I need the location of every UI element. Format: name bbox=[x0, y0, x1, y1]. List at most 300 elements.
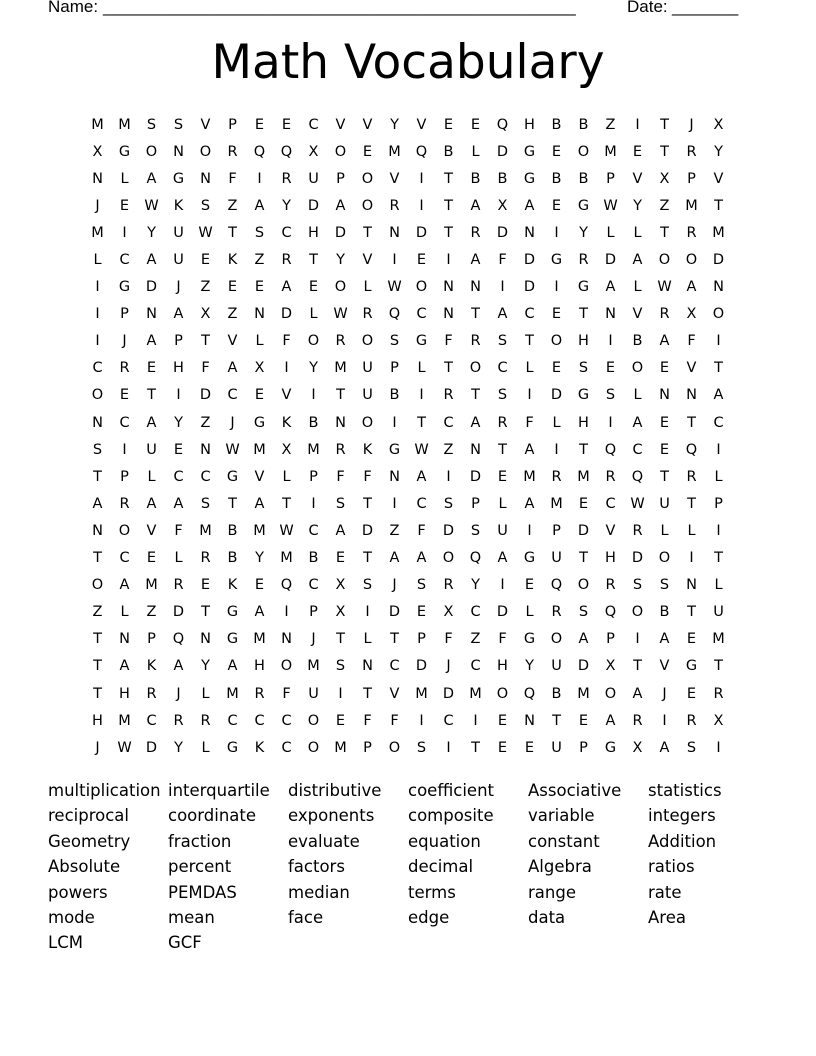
grid-letter: T bbox=[228, 224, 237, 241]
grid-letter: F bbox=[444, 631, 453, 648]
grid-letter: E bbox=[281, 116, 292, 133]
grid-letter: P bbox=[336, 170, 345, 187]
grid-letter: D bbox=[712, 252, 725, 269]
grid-letter: F bbox=[228, 170, 237, 187]
grid-letter: X bbox=[281, 441, 292, 458]
grid-letter: A bbox=[119, 658, 130, 675]
grid-letter: J bbox=[311, 631, 316, 648]
grid-letter: H bbox=[497, 658, 508, 675]
grid-letter: W bbox=[144, 197, 159, 214]
grid-letter: I bbox=[716, 522, 721, 539]
grid-letter: M bbox=[577, 685, 590, 702]
grid-letter: A bbox=[146, 170, 157, 187]
grid-letter: B bbox=[227, 550, 238, 567]
grid-letter: L bbox=[201, 685, 210, 702]
grid-letter: R bbox=[443, 387, 454, 404]
grid-letter: W bbox=[657, 279, 672, 296]
grid-letter: X bbox=[254, 360, 265, 377]
word-bank-item: exponents bbox=[288, 806, 375, 826]
grid-letter: B bbox=[308, 550, 319, 567]
grid-letter: Y bbox=[633, 197, 642, 214]
grid-letter: C bbox=[443, 414, 454, 431]
grid-letter: P bbox=[228, 116, 237, 133]
grid-letter: J bbox=[95, 739, 100, 756]
grid-letter: L bbox=[606, 224, 615, 241]
grid-letter: T bbox=[687, 495, 696, 512]
grid-letter: A bbox=[335, 197, 346, 214]
grid-letter: L bbox=[93, 252, 102, 269]
grid-letter: K bbox=[173, 197, 184, 214]
grid-letter: U bbox=[173, 252, 184, 269]
grid-letter: D bbox=[145, 739, 158, 756]
grid-letter: R bbox=[173, 577, 184, 594]
grid-letter: Y bbox=[174, 739, 183, 756]
grid-letter: X bbox=[497, 197, 508, 214]
grid-letter: J bbox=[446, 658, 451, 675]
grid-letter: F bbox=[282, 685, 291, 702]
word-bank-item: decimal bbox=[408, 857, 474, 877]
grid-letter: E bbox=[524, 739, 535, 756]
grid-letter: V bbox=[416, 116, 427, 133]
grid-letter: D bbox=[415, 224, 428, 241]
grid-letter: O bbox=[280, 658, 293, 675]
word-bank-item: Absolute bbox=[48, 857, 121, 877]
grid-letter: W bbox=[387, 279, 402, 296]
grid-letter: R bbox=[659, 306, 670, 323]
grid-letter: B bbox=[497, 170, 508, 187]
grid-letter: V bbox=[389, 170, 400, 187]
grid-letter: I bbox=[176, 387, 181, 404]
grid-letter: A bbox=[632, 414, 643, 431]
grid-letter: G bbox=[226, 739, 239, 756]
word-bank-item: mean bbox=[168, 907, 215, 927]
grid-letter: J bbox=[176, 279, 181, 296]
grid-letter: T bbox=[660, 143, 669, 160]
grid-letter: Z bbox=[443, 441, 454, 458]
grid-letter: B bbox=[443, 143, 454, 160]
grid-letter: O bbox=[577, 577, 590, 594]
grid-letter: R bbox=[281, 252, 292, 269]
grid-letter: G bbox=[226, 468, 239, 485]
grid-letter: G bbox=[577, 387, 590, 404]
grid-letter: A bbox=[227, 658, 238, 675]
grid-letter: M bbox=[91, 224, 104, 241]
grid-letter: I bbox=[689, 550, 694, 567]
grid-letter: M bbox=[280, 550, 293, 567]
grid-letter: Y bbox=[255, 550, 264, 567]
grid-letter: N bbox=[659, 387, 670, 404]
grid-letter: C bbox=[497, 360, 508, 377]
grid-letter: K bbox=[227, 577, 238, 594]
grid-letter: L bbox=[309, 306, 318, 323]
grid-letter: M bbox=[91, 116, 104, 133]
word-bank-item: factors bbox=[288, 857, 345, 877]
grid-letter: I bbox=[662, 712, 667, 729]
grid-letter: Z bbox=[146, 604, 157, 621]
grid-letter: I bbox=[554, 224, 559, 241]
grid-letter: R bbox=[362, 306, 373, 323]
grid-letter: E bbox=[254, 116, 265, 133]
grid-letter: W bbox=[198, 224, 213, 241]
grid-letter: V bbox=[659, 658, 670, 675]
grid-letter: Z bbox=[659, 197, 670, 214]
page-title: Math Vocabulary bbox=[211, 35, 605, 90]
grid-letter: N bbox=[173, 143, 184, 160]
word-bank-item: mode bbox=[48, 907, 95, 927]
grid-letter: R bbox=[605, 468, 616, 485]
grid-letter: L bbox=[633, 279, 642, 296]
grid-letter: A bbox=[659, 333, 670, 350]
word-bank-item: PEMDAS bbox=[168, 882, 237, 902]
grid-letter: E bbox=[254, 577, 265, 594]
grid-letter: E bbox=[632, 143, 643, 160]
grid-letter: F bbox=[390, 712, 399, 729]
grid-letter: D bbox=[388, 604, 401, 621]
grid-row bbox=[84, 111, 732, 138]
grid-letter: M bbox=[469, 685, 482, 702]
grid-letter: P bbox=[552, 522, 561, 539]
grid-letter: U bbox=[551, 550, 562, 567]
grid-letter: N bbox=[524, 712, 535, 729]
grid-letter: N bbox=[389, 224, 400, 241]
grid-letter: Q bbox=[496, 116, 509, 133]
grid-letter: Q bbox=[172, 631, 185, 648]
grid-letter: C bbox=[146, 712, 157, 729]
grid-letter: R bbox=[335, 333, 346, 350]
grid-letter: I bbox=[716, 739, 721, 756]
grid-letter: O bbox=[361, 170, 374, 187]
grid-letter: D bbox=[523, 252, 536, 269]
grid-letter: R bbox=[713, 685, 724, 702]
word-bank-item: GCF bbox=[168, 933, 202, 953]
grid-letter: Y bbox=[579, 224, 588, 241]
grid-letter: J bbox=[95, 197, 100, 214]
word-bank-item: Geometry bbox=[48, 831, 131, 851]
grid-letter: S bbox=[659, 577, 670, 594]
grid-letter: X bbox=[200, 306, 211, 323]
grid-letter: P bbox=[687, 170, 696, 187]
word-bank-item: powers bbox=[48, 882, 108, 902]
grid-letter: A bbox=[416, 468, 427, 485]
grid-letter: L bbox=[174, 550, 183, 567]
grid-letter: O bbox=[550, 631, 563, 648]
date-label: Date: bbox=[627, 0, 668, 16]
grid-letter: G bbox=[118, 143, 131, 160]
grid-letter: Y bbox=[714, 143, 723, 160]
grid-letter: A bbox=[713, 387, 724, 404]
grid-letter: N bbox=[470, 441, 481, 458]
grid-letter: B bbox=[578, 170, 589, 187]
grid-letter: I bbox=[635, 631, 640, 648]
grid-letter: R bbox=[443, 577, 454, 594]
grid-letter: I bbox=[311, 387, 316, 404]
word-bank-item: data bbox=[528, 907, 566, 927]
grid-letter: S bbox=[416, 739, 427, 756]
grid-letter: U bbox=[308, 170, 319, 187]
grid-letter: T bbox=[579, 441, 588, 458]
grid-letter: H bbox=[173, 360, 184, 377]
grid-letter: N bbox=[281, 631, 292, 648]
grid-letter: I bbox=[95, 279, 100, 296]
grid-letter: G bbox=[388, 441, 401, 458]
word-bank-item: Algebra bbox=[528, 857, 592, 877]
grid-letter: T bbox=[579, 306, 588, 323]
grid-letter: C bbox=[605, 495, 616, 512]
grid-letter: E bbox=[659, 360, 670, 377]
grid-letter: D bbox=[415, 658, 428, 675]
grid-letter: X bbox=[659, 170, 670, 187]
grid-letter: A bbox=[524, 495, 535, 512]
grid-letter: U bbox=[659, 495, 670, 512]
grid-letter: P bbox=[606, 631, 615, 648]
grid-letter: I bbox=[500, 577, 505, 594]
word-bank-item: fraction bbox=[168, 831, 232, 851]
grid-letter: G bbox=[523, 631, 536, 648]
grid-letter: L bbox=[687, 522, 696, 539]
grid-letter: L bbox=[120, 170, 129, 187]
grid-letter: O bbox=[91, 577, 104, 594]
grid-letter: L bbox=[147, 468, 156, 485]
grid-letter: E bbox=[146, 550, 157, 567]
grid-letter: M bbox=[307, 441, 320, 458]
grid-letter: E bbox=[416, 252, 427, 269]
grid-letter: O bbox=[604, 685, 617, 702]
grid-letter: S bbox=[92, 441, 103, 458]
grid-letter: W bbox=[630, 495, 645, 512]
grid-letter: H bbox=[524, 116, 535, 133]
grid-letter: O bbox=[307, 712, 320, 729]
grid-letter: L bbox=[633, 224, 642, 241]
grid-letter: Z bbox=[254, 252, 265, 269]
grid-letter: M bbox=[253, 441, 266, 458]
grid-letter: H bbox=[578, 333, 589, 350]
grid-letter: I bbox=[446, 252, 451, 269]
grid-letter: O bbox=[361, 414, 374, 431]
grid-row bbox=[84, 328, 732, 355]
name-line: __________________________________________________ bbox=[103, 0, 576, 16]
grid-letter: J bbox=[176, 685, 181, 702]
grid-letter: F bbox=[201, 360, 210, 377]
grid-letter: I bbox=[554, 279, 559, 296]
grid-row bbox=[84, 599, 732, 626]
grid-letter: F bbox=[687, 333, 696, 350]
grid-letter: W bbox=[117, 739, 132, 756]
grid-letter: P bbox=[363, 739, 372, 756]
name-label: Name: bbox=[48, 0, 99, 16]
grid-row bbox=[84, 734, 732, 761]
grid-letter: Q bbox=[604, 441, 617, 458]
grid-letter: W bbox=[279, 522, 294, 539]
grid-letter: A bbox=[578, 631, 589, 648]
grid-letter: A bbox=[254, 197, 265, 214]
grid-letter: A bbox=[632, 685, 643, 702]
grid-letter: A bbox=[524, 441, 535, 458]
grid-letter: E bbox=[551, 143, 562, 160]
grid-letter: I bbox=[554, 441, 559, 458]
grid-letter: T bbox=[471, 306, 480, 323]
grid-letter: A bbox=[470, 252, 481, 269]
grid-letter: U bbox=[713, 604, 724, 621]
grid-letter: V bbox=[227, 333, 238, 350]
grid-letter: T bbox=[714, 360, 723, 377]
grid-letter: I bbox=[473, 712, 478, 729]
grid-letter: E bbox=[551, 197, 562, 214]
word-bank-item: equation bbox=[408, 831, 481, 851]
word-bank-item: variable bbox=[528, 806, 595, 826]
grid-letter: T bbox=[363, 685, 372, 702]
grid-letter: A bbox=[146, 333, 157, 350]
grid-letter: Q bbox=[415, 143, 428, 160]
word-bank-item: terms bbox=[408, 882, 456, 902]
grid-letter: F bbox=[417, 522, 426, 539]
grid-letter: J bbox=[122, 333, 127, 350]
grid-letter: I bbox=[527, 387, 532, 404]
grid-letter: S bbox=[578, 360, 589, 377]
grid-letter: G bbox=[226, 631, 239, 648]
grid-letter: F bbox=[525, 414, 534, 431]
grid-letter: D bbox=[523, 279, 536, 296]
grid-letter: M bbox=[577, 468, 590, 485]
grid-letter: L bbox=[282, 468, 291, 485]
word-bank-item: edge bbox=[408, 907, 450, 927]
grid-letter: R bbox=[470, 333, 481, 350]
grid-letter: E bbox=[497, 739, 508, 756]
grid-letter: E bbox=[227, 279, 238, 296]
grid-letter: L bbox=[120, 604, 129, 621]
grid-letter: T bbox=[93, 468, 102, 485]
grid-letter: W bbox=[225, 441, 240, 458]
grid-letter: E bbox=[362, 143, 373, 160]
grid-letter: I bbox=[500, 279, 505, 296]
word-bank-item: distributive bbox=[288, 781, 382, 800]
grid-letter: I bbox=[608, 333, 613, 350]
grid-letter: R bbox=[686, 224, 697, 241]
grid-letter: D bbox=[577, 658, 590, 675]
grid-letter: N bbox=[713, 279, 724, 296]
grid-letter: Y bbox=[336, 252, 345, 269]
grid-letter: M bbox=[415, 685, 428, 702]
grid-letter: T bbox=[660, 468, 669, 485]
grid-letter: E bbox=[173, 441, 184, 458]
grid-letter: D bbox=[361, 522, 374, 539]
grid-letter: A bbox=[146, 414, 157, 431]
grid-letter: Y bbox=[525, 658, 534, 675]
grid-letter: T bbox=[93, 685, 102, 702]
grid-letter: A bbox=[254, 495, 265, 512]
grid-letter: S bbox=[254, 224, 265, 241]
grid-letter: P bbox=[390, 360, 399, 377]
grid-letter: I bbox=[392, 495, 397, 512]
grid-letter: B bbox=[632, 333, 643, 350]
grid-letter: R bbox=[605, 577, 616, 594]
grid-letter: S bbox=[335, 495, 346, 512]
word-bank bbox=[48, 778, 768, 956]
word-bank-item: composite bbox=[408, 806, 494, 826]
grid-letter: C bbox=[524, 306, 535, 323]
grid-row bbox=[84, 653, 732, 680]
grid-row bbox=[84, 572, 732, 599]
grid-row bbox=[84, 301, 732, 328]
grid-letter: J bbox=[230, 414, 235, 431]
header bbox=[48, 0, 748, 19]
grid-letter: A bbox=[173, 306, 184, 323]
grid-letter: L bbox=[633, 387, 642, 404]
grid-letter: O bbox=[307, 739, 320, 756]
grid-letter: O bbox=[631, 604, 644, 621]
grid-letter: E bbox=[659, 441, 670, 458]
grid-letter: L bbox=[417, 360, 426, 377]
grid-letter: G bbox=[226, 604, 239, 621]
grid-letter: R bbox=[632, 522, 643, 539]
grid-letter: T bbox=[417, 414, 426, 431]
grid-letter: S bbox=[173, 116, 184, 133]
grid-letter: E bbox=[497, 712, 508, 729]
grid-letter: G bbox=[604, 739, 617, 756]
grid-letter: T bbox=[525, 333, 534, 350]
grid-letter: P bbox=[174, 333, 183, 350]
grid-letter: R bbox=[497, 414, 508, 431]
grid-letter: O bbox=[550, 333, 563, 350]
grid-letter: L bbox=[363, 631, 372, 648]
grid-letter: H bbox=[119, 685, 130, 702]
grid-letter: R bbox=[173, 712, 184, 729]
grid-letter: K bbox=[362, 441, 373, 458]
grid-letter: X bbox=[335, 604, 346, 621]
grid-letter: Z bbox=[227, 197, 238, 214]
grid-row bbox=[84, 165, 732, 192]
grid-letter: C bbox=[200, 468, 211, 485]
grid-letter: S bbox=[605, 387, 616, 404]
grid-letter: D bbox=[145, 279, 158, 296]
grid-letter: I bbox=[311, 495, 316, 512]
letter-grid bbox=[84, 111, 732, 761]
grid-letter: A bbox=[389, 550, 400, 567]
grid-letter: I bbox=[95, 333, 100, 350]
grid-letter: K bbox=[254, 739, 265, 756]
grid-letter: I bbox=[365, 604, 370, 621]
grid-letter: V bbox=[254, 468, 265, 485]
grid-letter: L bbox=[660, 522, 669, 539]
grid-letter: G bbox=[172, 170, 185, 187]
grid-letter: Q bbox=[388, 306, 401, 323]
grid-letter: C bbox=[308, 577, 319, 594]
grid-letter: M bbox=[226, 685, 239, 702]
grid-letter: F bbox=[363, 468, 372, 485]
grid-letter: E bbox=[470, 116, 481, 133]
grid-letter: O bbox=[496, 685, 509, 702]
grid-letter: P bbox=[120, 306, 129, 323]
grid-letter: O bbox=[469, 360, 482, 377]
grid-letter: O bbox=[658, 252, 671, 269]
grid-letter: A bbox=[470, 197, 481, 214]
grid-letter: E bbox=[551, 360, 562, 377]
grid-letter: Y bbox=[390, 116, 399, 133]
grid-letter: T bbox=[363, 550, 372, 567]
grid-letter: A bbox=[686, 279, 697, 296]
grid-letter: T bbox=[498, 441, 507, 458]
grid-letter: C bbox=[254, 712, 265, 729]
grid-letter: T bbox=[444, 224, 453, 241]
grid-letter: N bbox=[254, 306, 265, 323]
grid-letter: R bbox=[119, 495, 130, 512]
grid-letter: O bbox=[199, 143, 212, 160]
grid-letter: C bbox=[713, 414, 724, 431]
grid-letter: V bbox=[389, 685, 400, 702]
grid-letter: N bbox=[92, 522, 103, 539]
grid-letter: T bbox=[687, 414, 696, 431]
grid-letter: E bbox=[416, 604, 427, 621]
grid-letter: H bbox=[605, 550, 616, 567]
